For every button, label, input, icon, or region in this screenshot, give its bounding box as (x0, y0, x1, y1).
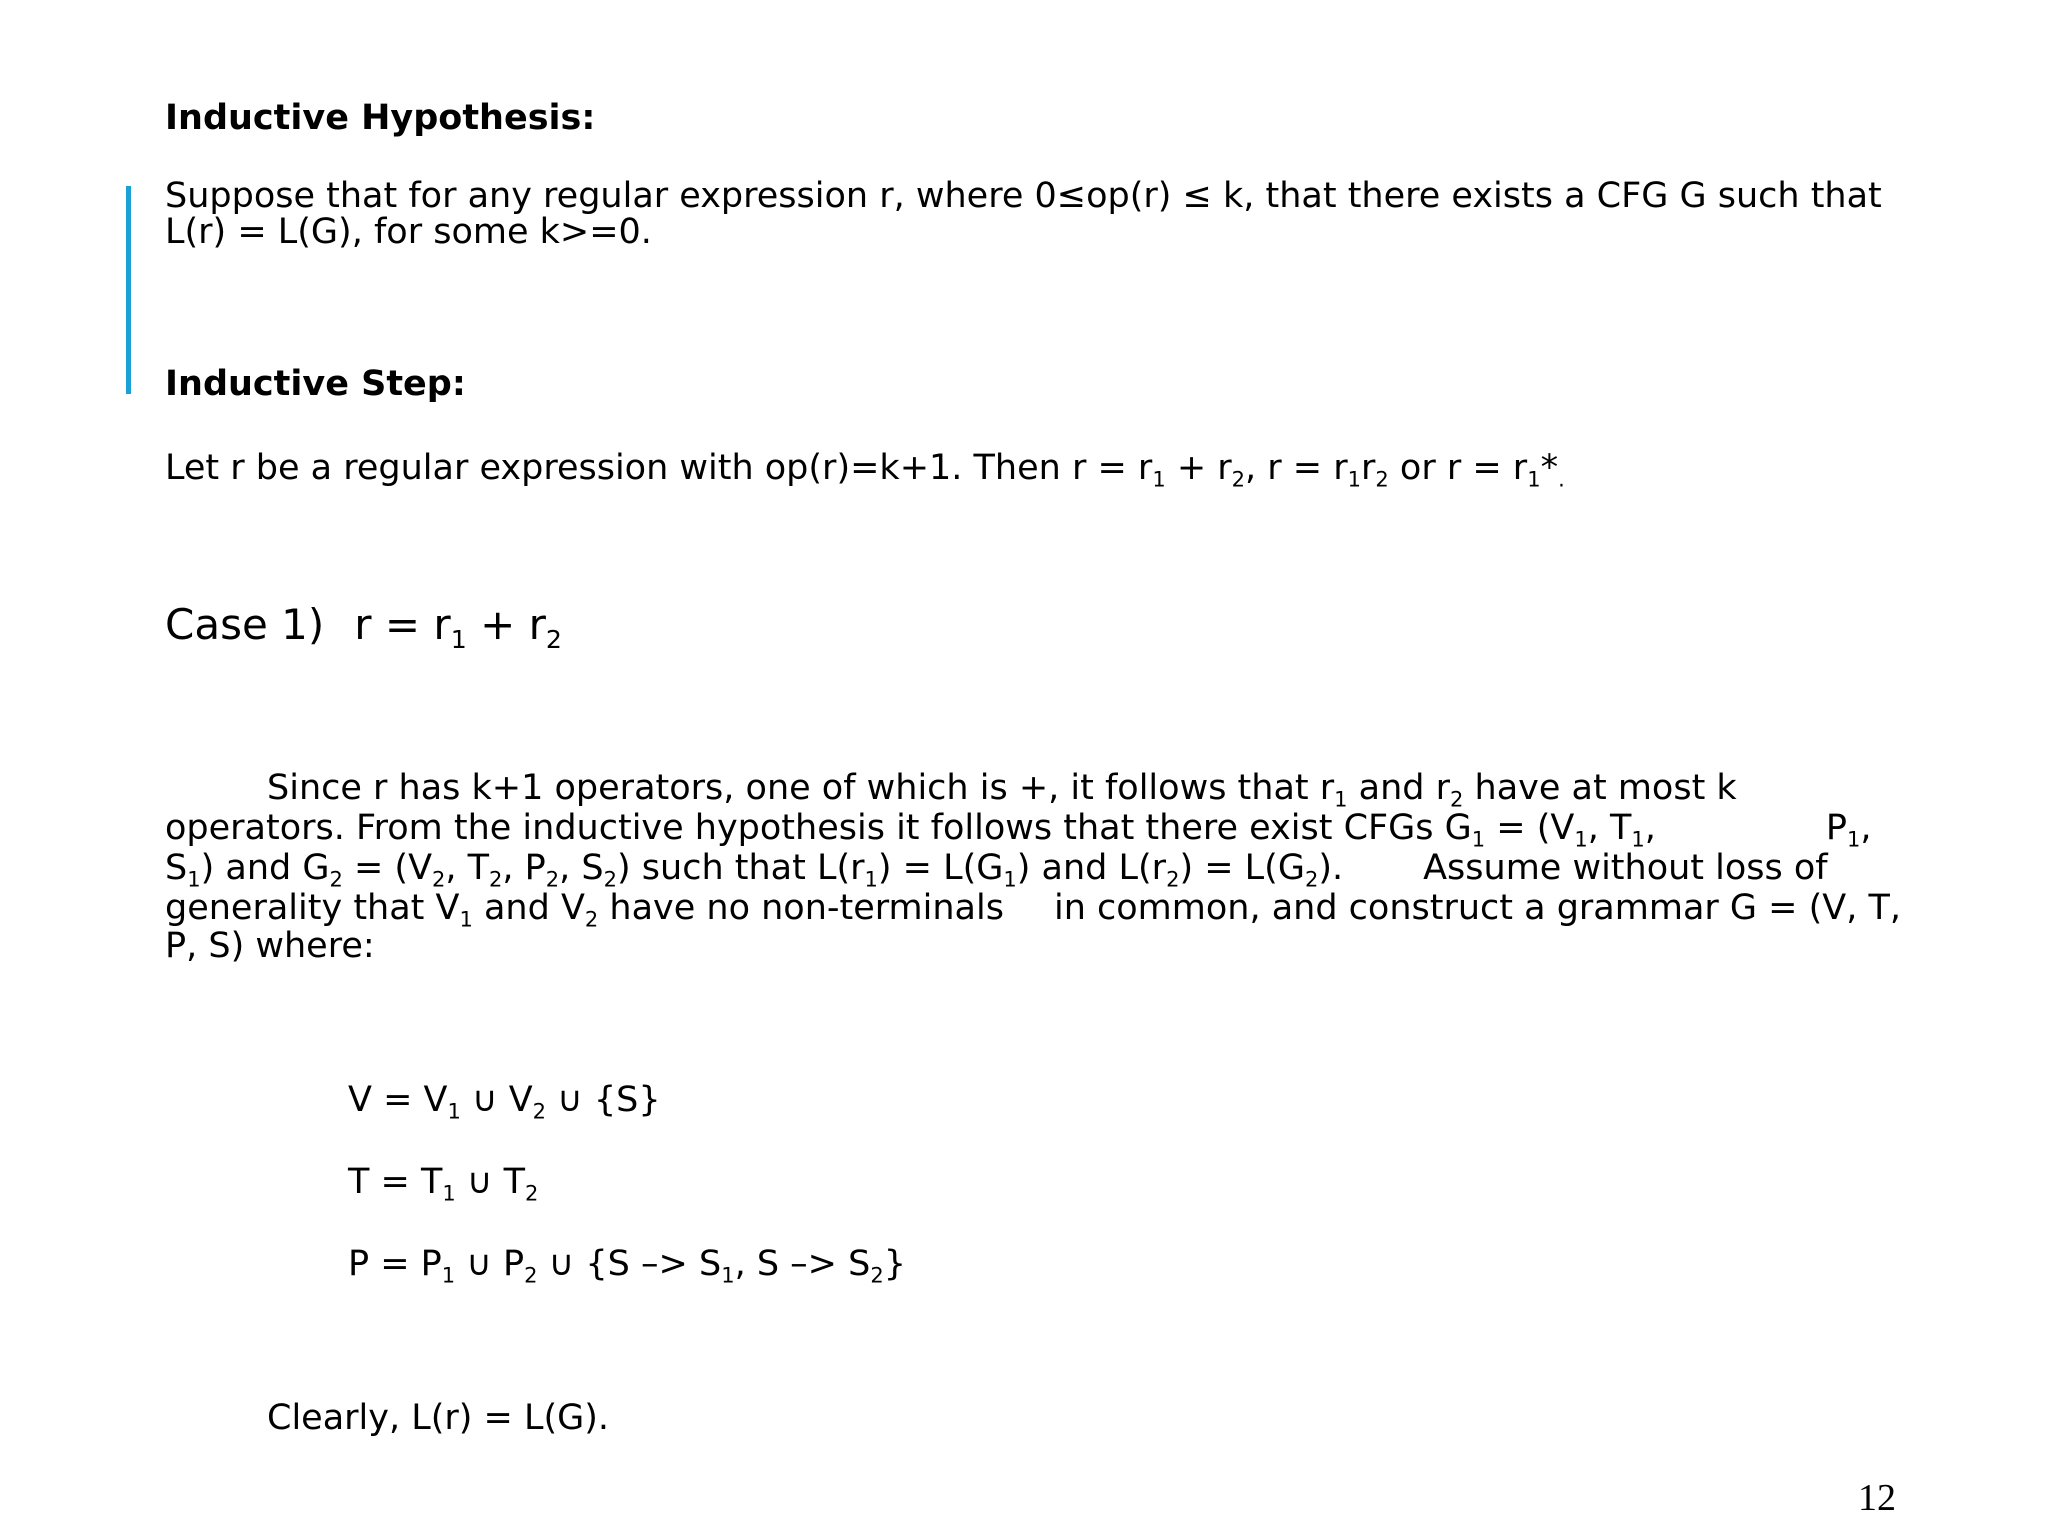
since-line-3: $S_1$) and $G_2 = (V_2$, $T_2$, $P_2$, $S_2$) such that $L(r_1) = L(G_1)$ and $L(r_2) = L(G_2)$. Assume without loss of (165, 848, 1828, 892)
def-v: $V = V_1$ ∪ $V_2$ ∪ {S} (348, 1080, 661, 1124)
hypothesis-line-2: L(r) = L(G), for some k>=0. (165, 212, 652, 252)
page-number: 12 (1858, 1477, 1896, 1519)
case-1-label: Case 1) (165, 600, 325, 649)
case-1-heading (165, 600, 562, 654)
since-line-5: P, S) where: (165, 926, 375, 966)
def-t: $T = T_1$ ∪ $T_2$ (348, 1162, 539, 1206)
hypothesis-text (165, 178, 1882, 250)
since-line-2: operators. From the inductive hypothesis it follows that there exist CFGs $G_1 = (V_1$, $T_1$, $P_1$, (165, 808, 1872, 852)
hypothesis-line-1: Suppose that for any regular expression r, where 0≤op(r) ≤ k, that there exists a CFG G such that (165, 176, 1882, 216)
hypothesis-heading: Inductive Hypothesis: (165, 98, 596, 138)
accent-bar (126, 186, 131, 394)
conclusion: Clearly, L(r) = L(G). (267, 1398, 610, 1438)
case-1-expression: $r = r_1 + r_2$ (354, 600, 562, 654)
case-1-explanation (165, 768, 1901, 964)
since-line-4: generality that $V_1$ and $V_2$ have no non-terminals in common, and construct a grammar G = (V, T, (165, 888, 1901, 932)
since-line-1: Since r has k+1 operators, one of which is +, it follows that $r_1$ and $r_2$ have at most k (267, 768, 1737, 812)
step-heading: Inductive Step: (165, 364, 466, 404)
def-p: $P = P_1$ ∪ $P_2$ ∪ {$S -> S_1$, $S -> S_2$} (348, 1244, 906, 1288)
step-text: Let r be a regular expression with op(r)=k+1. Then $r = r_1 + r_2$, $r = r_1r_2$ or $r = r_1*_.$ (165, 448, 1565, 492)
